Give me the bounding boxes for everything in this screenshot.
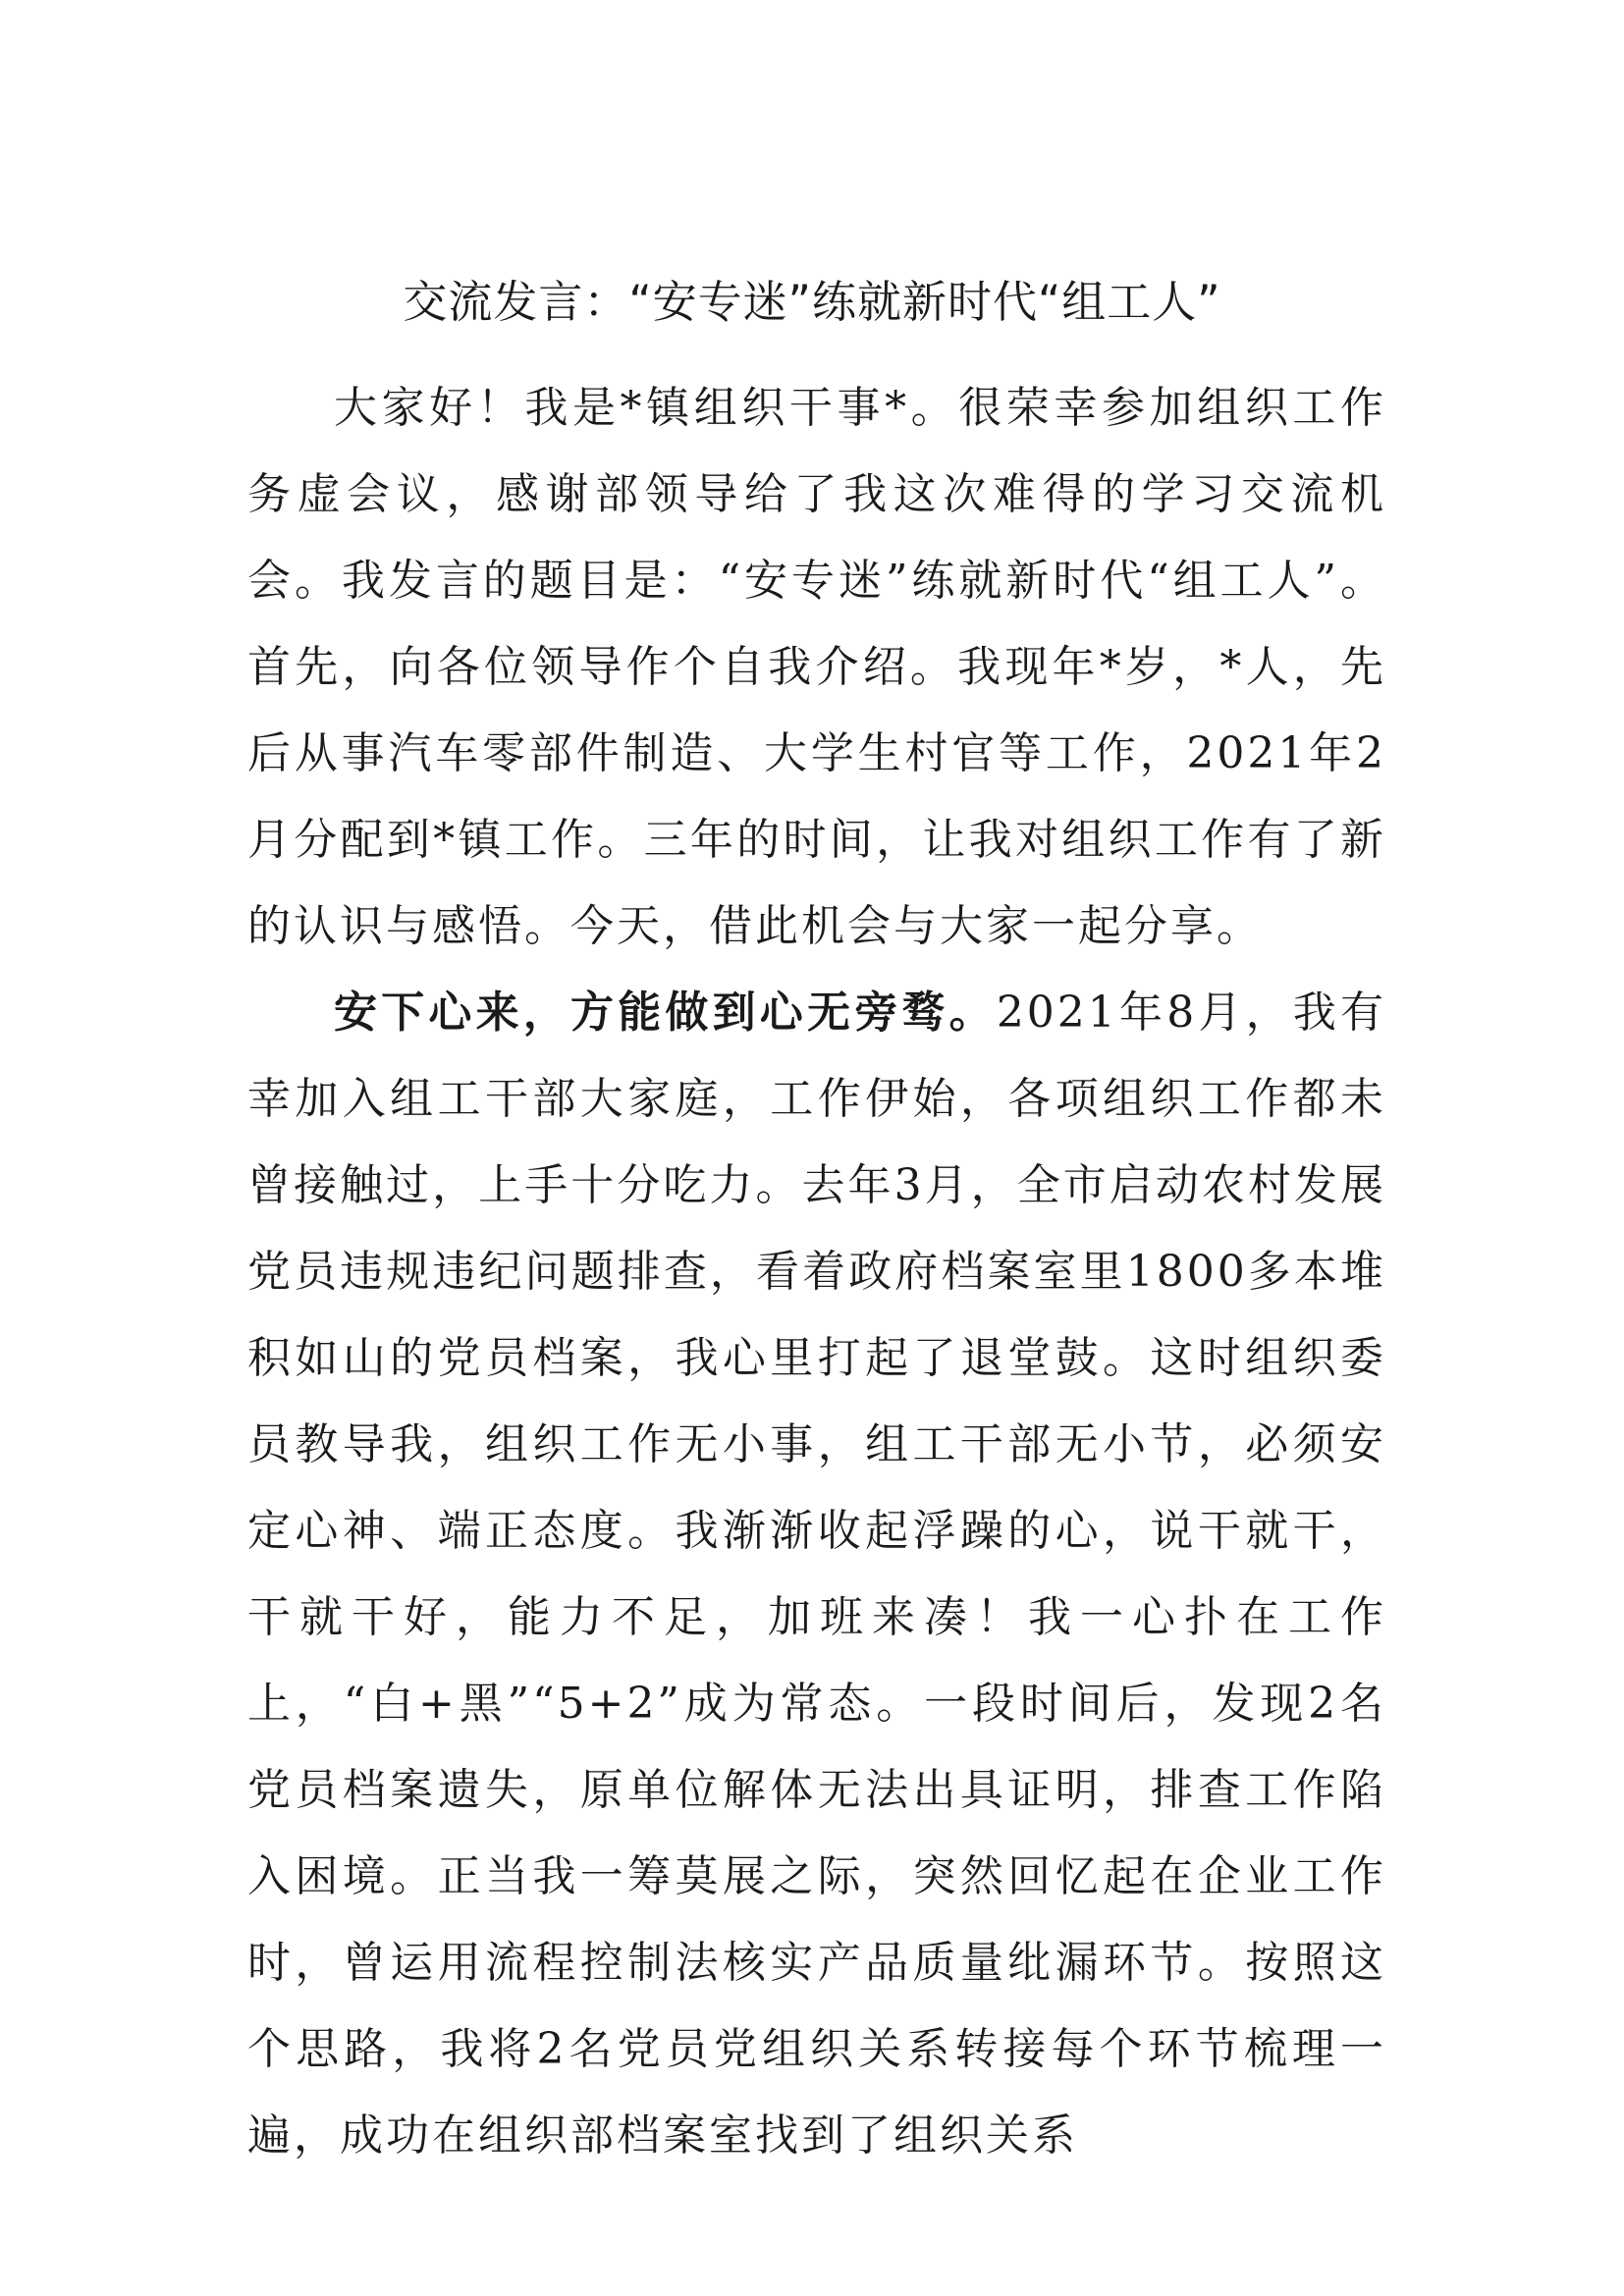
paragraph-intro (247, 365, 1386, 970)
paragraph-section-1 (247, 970, 1386, 2179)
paragraph-lead: 安下心来，方能做到心无旁骛。 (334, 988, 997, 1038)
paragraph-text: 2021年8月，我有幸加入组工干部大家庭，工作伊始，各项组织工作都未曾接触过，上手十分吃力。去年3月，全市启动农村发展党员违规违纪问题排查，看着政府档案室里1800多本堆积如山的党员档案，我心里打起了退堂鼓。这时组织委员教导我，组织工作无小事，组工干部无小节，必须安定心神、端正态度。我渐渐收起浮躁的心，说干就干，干就干好，能力不足，加班来凑！我一心扑在工作上，“白+黑”“5+2”成为常态。一段时间后，发现2名党员档案遗失，原单位解体无法出具证明，排查工作陷入困境。正当我一筹莫展之际，突然回忆起在企业工作时，曾运用流程控制法核实产品质量纰漏环节。按照这个思路，我将2名党员党组织关系转接每个环节梳理一遍，成功在组织部档案室找到了组织关系 (247, 988, 1386, 2161)
document-body (247, 365, 1386, 2179)
document-title: 交流发言：“安专迷”练就新时代“组工人” (403, 276, 1221, 328)
paragraph-text: 大家好！我是*镇组织干事*。很荣幸参加组织工作务虚会议，感谢部领导给了我这次难得的学习交流机会。我发言的题目是：“安专迷”练就新时代“组工人”。首先，向各位领导作个自我介绍。我现年*岁，*人，先后从事汽车零部件制造、大学生村官等工作，2021年2月分配到*镇工作。三年的时间，让我对组织工作有了新的认识与感悟。今天，借此机会与大家一起分享。 (247, 383, 1387, 951)
